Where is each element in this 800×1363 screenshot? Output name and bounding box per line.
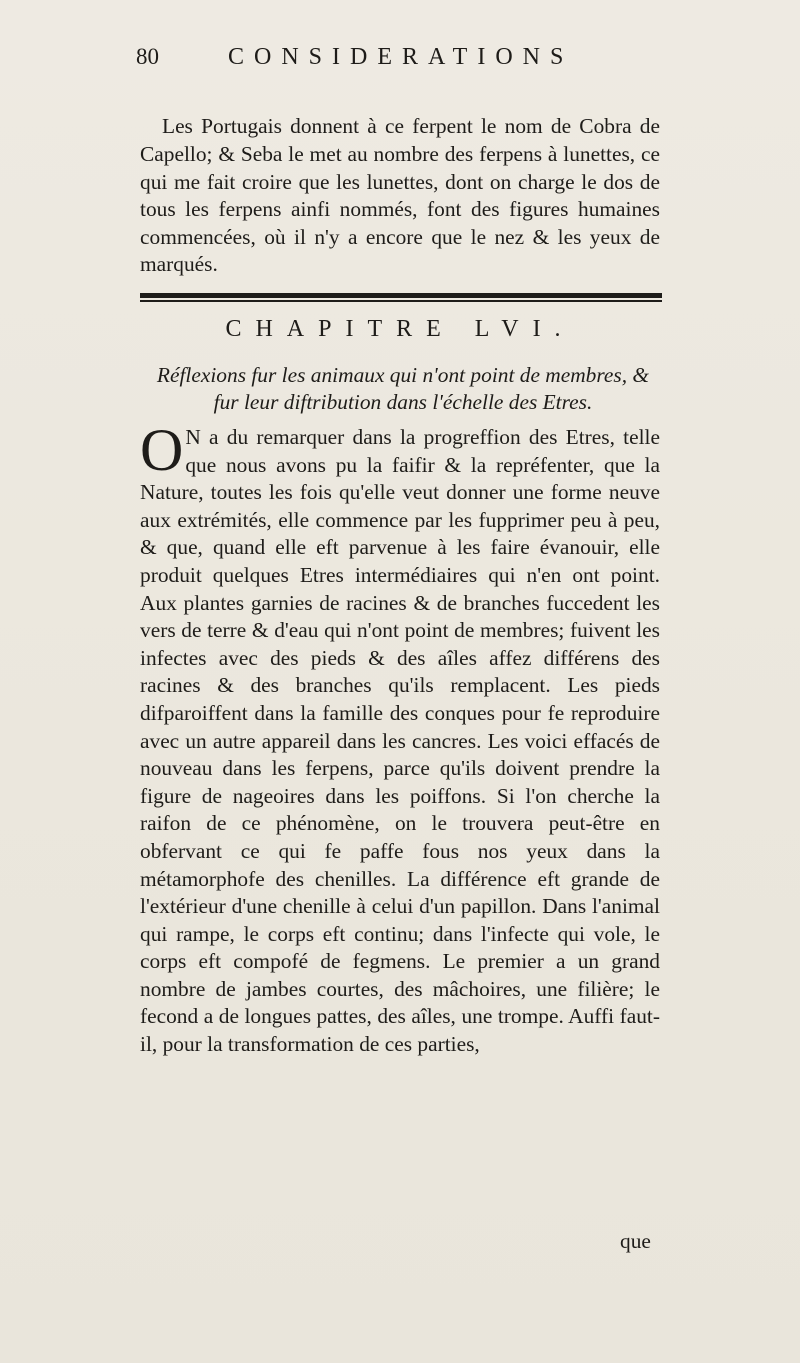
paragraph-text: N a du remarquer dans la progreffion des Etres, telle que nous avons pu la faifir & la repréfenter, que la Nature, toutes les fois qu'elle veut donner une forme neuve aux extrémités, elle commence par les fupprimer peu à peu, & que, quand elle eft parvenue à les faire évanouir, elle produit quelques Etres intermédiaires qui n'en ont point. Aux plantes garnies de racines & de branches fuccedent les vers de terre & d'eau qui n'ont point de membres; fuivent les infectes avec des pieds & des aîles affez différens des racines & des branches qu'ils remplacent. Les pieds difparoiffent dans la famille des conques pour fe reproduire avec un autre appareil dans les cancres. Les voici effacés de nouveau dans les ferpens, parce qu'ils doivent prendre la figure de nageoires dans les poiffons. Si l'on cherche la raifon de ce phénomène, on le trouvera peut-être en obfervant ce qui fe paffe fous nos yeux dans la métamorphofe des chenilles. La différence eft grande de l'extérieur d'une chenille à celui d'un papillon. Dans l'animal qui rampe, le corps eft continu; dans l'infecte qui vole, le corps eft compofé de fegmens. Le premier a un grand nombre de jambes courtes, des mâchoires, une filière; le fecond a de longues pattes, des aîles, une trompe. Auffi faut-il, pour la transformation de ces parties, [140, 425, 660, 1057]
running-head [136, 44, 696, 84]
paragraph-serpent: Les Portugais donnent à ce ferpent le nom de Cobra de Capello; & Seba le met au nombre des ferpens à lunettes, ce qui me fait croire que les lunettes, dont on charge le dos de tous les ferpens ainfi nommés, font des figures humaines commencées, où il n'y a encore que le nez & les yeux de marqués. [140, 114, 660, 277]
chapter-title: CHAPITRE LVI. [225, 316, 575, 342]
drop-cap: O [140, 417, 184, 483]
running-title: CONSIDERATIONS [228, 44, 574, 70]
catchword: que [620, 1229, 651, 1253]
page-number: 80 [136, 44, 159, 69]
chapter-subtitle: Réflexions fur les animaux qui n'ont point de membres, & fur leur diftribution dans l'échelle des Etres. [156, 363, 650, 414]
paragraph-reflexions [140, 417, 660, 1059]
chapter-divider [140, 293, 662, 302]
